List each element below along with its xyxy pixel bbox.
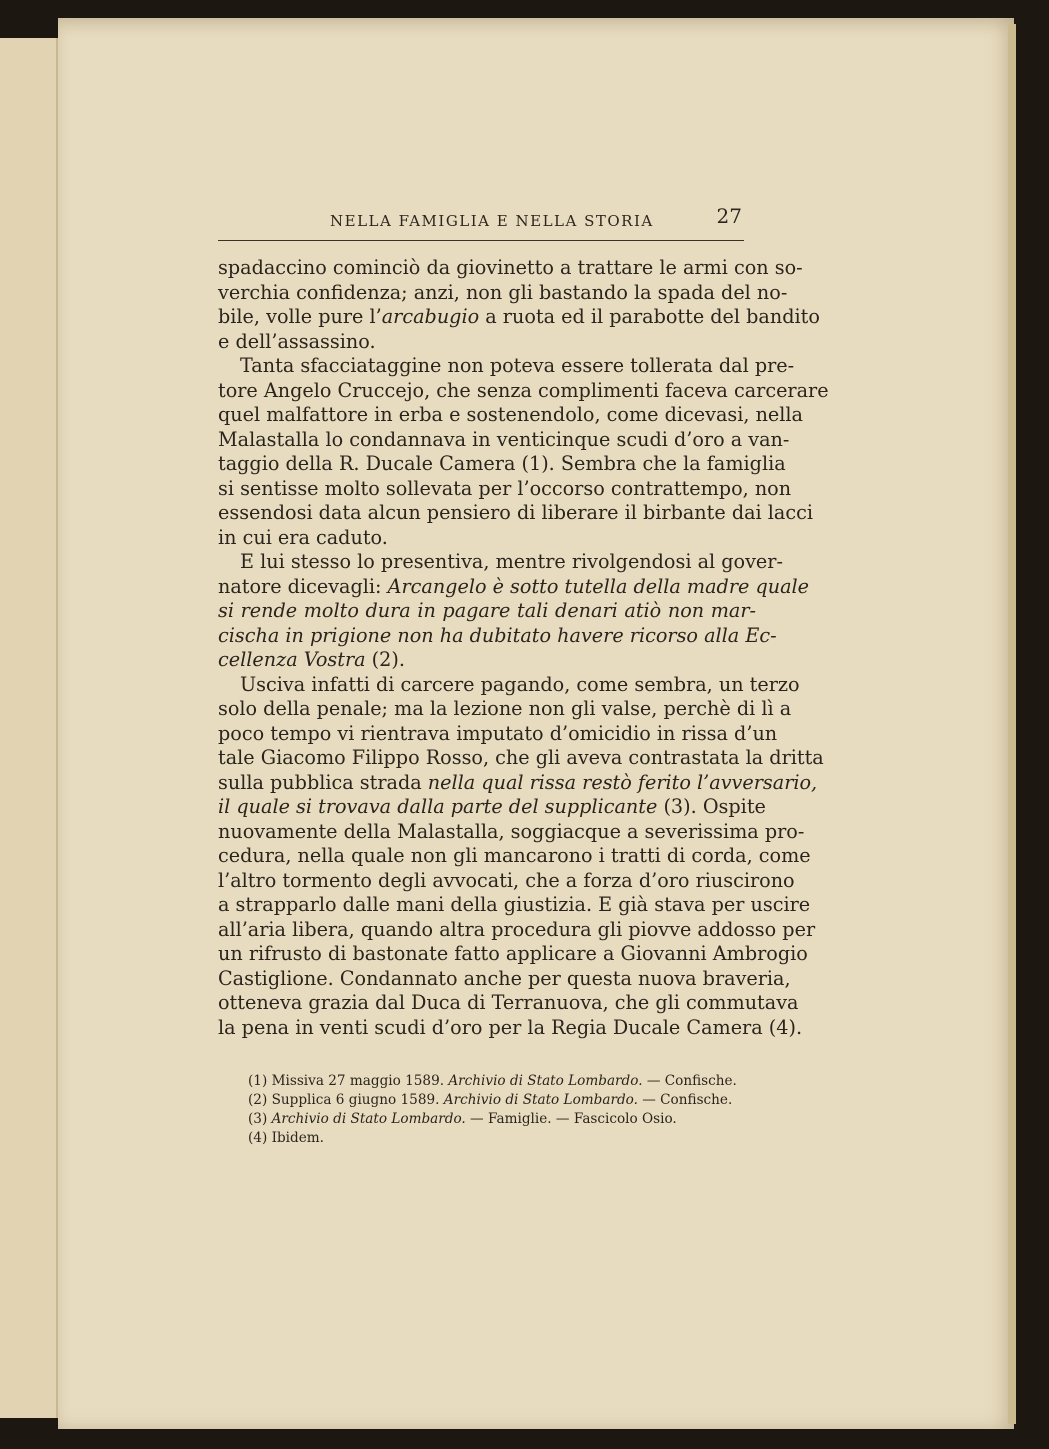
text-line xyxy=(218,819,805,845)
text-line xyxy=(218,893,811,918)
text-run: tore Angelo Cruccejo, che senza complimenti faceva carcerare xyxy=(218,378,829,402)
footnote-source: Archivio di Stato Lombardo. xyxy=(443,1092,638,1108)
footnote-text: — Famiglie. — Fascicolo Osio. xyxy=(465,1111,677,1127)
text-run: tale Giacomo Filippo Rosso, che gli aveva contrastata la dritta xyxy=(218,746,824,769)
body-text xyxy=(218,256,829,1040)
footnote xyxy=(248,1129,758,1148)
text-run: Malastalla lo condannava in venticinque scudi d’oro a van- xyxy=(218,427,790,451)
text-run: (3). Ospite xyxy=(657,795,766,818)
text-line xyxy=(218,795,766,820)
text-line xyxy=(218,746,824,771)
text-line xyxy=(218,574,810,600)
text-run: sulla pubblica strada xyxy=(218,770,428,794)
footnote-text: — Confische. xyxy=(637,1092,733,1108)
text-line xyxy=(218,256,803,281)
text-run: essendosi data alcun pensiero di liberare il birbante dai lacci xyxy=(218,501,813,524)
text-run: spadaccino cominciò da giovinetto a trattare le armi con so- xyxy=(218,256,803,279)
text-run: nuovamente della Malastalla, soggiacque a severissima pro- xyxy=(218,819,805,843)
text-line xyxy=(218,1015,803,1041)
paragraph xyxy=(218,256,820,354)
text-line xyxy=(218,330,756,355)
text-run: all’aria libera, quando altra procedura gli piovve addosso per xyxy=(218,917,816,941)
text-line xyxy=(218,354,795,379)
text-run: la pena in venti scudi d’oro per la Regia Ducale Camera (4). xyxy=(218,1015,803,1039)
footnote xyxy=(248,1110,758,1129)
left-page-edge xyxy=(0,38,58,1418)
text-line xyxy=(218,427,790,453)
text-line xyxy=(218,526,756,551)
italic-text: il quale si trovava dalla parte del supplicante xyxy=(218,795,658,818)
footnote-text: (4) Ibidem. xyxy=(248,1130,324,1146)
running-title: NELLA FAMIGLIA E NELLA STORIA xyxy=(330,212,654,230)
footnote xyxy=(248,1091,758,1110)
paragraph xyxy=(218,672,824,1041)
text-line xyxy=(218,868,795,894)
text-line xyxy=(218,623,777,649)
footnote-text: — Confische. xyxy=(642,1073,737,1089)
italic-text: si rende molto dura in pagare tali denari atiò non mar- xyxy=(218,599,756,622)
text-run: a ruota ed il parabotte del bandito xyxy=(479,305,820,328)
italic-text: arcabugio xyxy=(381,305,480,328)
paragraph xyxy=(218,550,810,673)
italic-text: Arcangelo è sotto tutella della madre quale xyxy=(387,574,810,598)
text-line xyxy=(218,452,786,477)
page-number: 27 xyxy=(716,204,742,228)
italic-text: cischa in prigione non ha dubitato havere ricorso alla Ec- xyxy=(218,623,777,647)
text-run: in cui era caduto. xyxy=(218,525,388,549)
text-line xyxy=(218,599,756,624)
text-line xyxy=(218,844,811,869)
text-line xyxy=(218,917,816,943)
text-line xyxy=(218,648,756,673)
italic-text: nella qual rissa restò ferito l’avversario, xyxy=(427,770,818,794)
text-line xyxy=(218,966,791,992)
text-line xyxy=(218,378,829,404)
text-line xyxy=(218,501,813,526)
text-line xyxy=(218,721,778,747)
footnote-text: (1) Missiva 27 maggio 1589. xyxy=(248,1073,449,1089)
text-run: un rifrusto di bastonate fatto applicare a Giovanni Ambrogio xyxy=(218,942,808,965)
italic-text: cellenza Vostra xyxy=(218,648,366,671)
footnote xyxy=(248,1072,758,1091)
footnote-source: Archivio di Stato Lombardo. xyxy=(448,1073,643,1089)
text-run: E lui stesso lo presentiva, mentre rivolgendosi al gover- xyxy=(240,550,783,573)
text-run: quel malfattore in erba e sostenendolo, come dicevasi, nella xyxy=(218,403,803,426)
text-run: solo della penale; ma la lezione non gli valse, perchè di lì a xyxy=(218,697,792,720)
text-run: natore dicevagli: xyxy=(218,574,388,598)
text-line xyxy=(218,476,792,502)
text-line xyxy=(218,305,820,330)
text-line xyxy=(218,550,783,575)
text-run: Usciva infatti di carcere pagando, come sembra, un terzo xyxy=(240,672,800,696)
text-line xyxy=(218,280,788,306)
text-line xyxy=(218,697,792,722)
text-run: Castiglione. Condannato anche per questa nuova braveria, xyxy=(218,966,791,990)
text-run: e dell’assassino. xyxy=(218,329,376,353)
footnotes xyxy=(248,1072,758,1148)
text-run: a strapparlo dalle mani della giustizia. E già stava per uscire xyxy=(218,893,811,916)
text-run: Tanta sfacciataggine non poteva essere tollerata dal pre- xyxy=(240,354,795,377)
text-run: (2). xyxy=(365,648,405,671)
footnote-text: (3) xyxy=(248,1111,272,1127)
text-run: verchia confidenza; anzi, non gli bastando la spada del no- xyxy=(218,280,788,304)
footnote-source: Archivio di Stato Lombardo. xyxy=(271,1111,466,1127)
text-run: si sentisse molto sollevata per l’occorso contrattempo, non xyxy=(218,476,792,500)
text-line xyxy=(218,672,800,698)
text-run: l’altro tormento degli avvocati, che a forza d’oro riuscirono xyxy=(218,868,795,892)
text-run: bile, volle pure l’ xyxy=(218,305,382,328)
text-run: otteneva grazia dal Duca di Terranuova, che gli commutava xyxy=(218,991,799,1014)
footnote-text: (2) Supplica 6 giugno 1589. xyxy=(248,1092,444,1108)
page-header xyxy=(218,204,744,241)
text-line xyxy=(218,991,799,1016)
paragraph xyxy=(218,354,829,550)
text-line xyxy=(218,403,803,428)
text-run: poco tempo vi rientrava imputato d’omicidio in rissa d’un xyxy=(218,721,778,745)
text-run: cedura, nella quale non gli mancarono i tratti di corda, come xyxy=(218,844,811,867)
page-fore-edge xyxy=(1008,24,1016,1424)
text-run: taggio della R. Ducale Camera (1). Sembra che la famiglia xyxy=(218,452,786,475)
text-line xyxy=(218,770,818,796)
text-line xyxy=(218,942,808,967)
